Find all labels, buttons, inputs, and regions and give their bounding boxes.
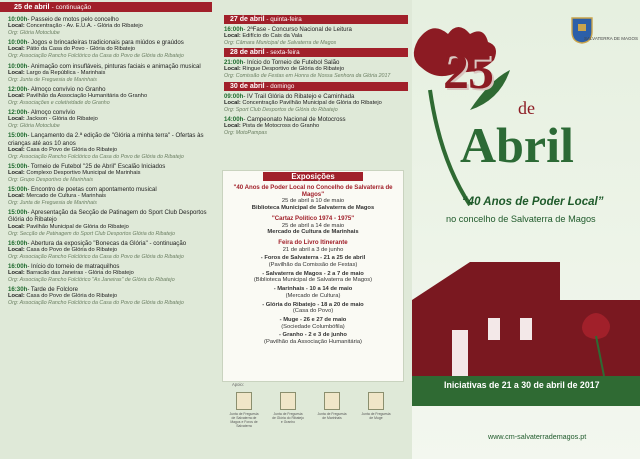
event-location-label: Local: [224, 66, 241, 73]
event-organizer: Org: Associação Rancho Folclórico "As Janeiras" de Glória do Ribatejo [8, 277, 175, 284]
day-header-date: 28 de abril [230, 49, 265, 57]
sponsors-label: Apoio: [232, 382, 244, 387]
fair-stop-venue: (Mercado de Cultura) [285, 292, 341, 299]
event-location-value: Casa do Povo de Glória do Ribatejo [26, 146, 118, 153]
day-header-date: 25 de abril [14, 2, 50, 11]
event-location-value: Ringue Desportivo de Glória do Ribatejo [242, 66, 345, 73]
sponsor-caption: Junta de Freguesia de Marinhais [317, 412, 347, 420]
event-time: 15:00h [8, 162, 28, 170]
event-location-label: Local: [224, 33, 241, 40]
fair-stop-venue: (Casa do Povo) [292, 308, 334, 315]
fair-stop-venue: (Pavilhão da Associação Humanitária) [264, 339, 362, 346]
event-location-label: Local: [8, 146, 25, 153]
event-title: - Apresentação da Secção de Patinagem do Sport Club Desportos Glória do Ribatejo [8, 209, 207, 224]
event-time: 10:00h [8, 16, 28, 23]
event-location-value: Jackson - Glória do Ribatejo [26, 116, 98, 123]
event-title: - Lançamento da 2.ª edição de "Glória a minha terra" - Ofertas às crianças até aos 10 anos [8, 132, 204, 147]
exhibition-place: Mercado de Cultura de Marinhais [267, 229, 359, 236]
event-organizer: Org: Associação Rancho Folclórico da Casa do Povo de Glória do Ribatejo [8, 253, 184, 260]
day-header-date: 30 de abril [230, 82, 265, 90]
exhibition-dates: 25 de abril a 14 de maio [281, 222, 345, 229]
event-organizer: Org: Associação Rancho Folclórico da Casa do Povo de Glória do Ribatejo [8, 153, 184, 160]
day-header-date: 27 de abril [230, 16, 265, 23]
event-organizer: Org: Associações e coletividade do Granho [8, 100, 110, 107]
event-time: 10:00h [8, 62, 28, 70]
cover-number: 25 [443, 43, 493, 100]
event-organizer: Org: Associação Rancho Folclórico da Casa do Povo de Glória do Ribatejo [8, 300, 184, 307]
event-location-label: Local: [8, 223, 25, 230]
fair-stop-line: - Muge - 26 e 27 de maio [279, 316, 347, 323]
event-time: 09:00h [224, 92, 244, 100]
sponsor-caption: Junta de Freguesia de Glória do Ribatejo e Granho [272, 412, 304, 424]
cover-month: Abril [460, 117, 574, 173]
fair-stop-line: - Foros de Salvaterra - 21 a 25 de abril [260, 255, 366, 262]
exhibition-name: Feira do Livro Itinerante [278, 238, 348, 246]
event-time: 15:00h [8, 209, 28, 217]
event-location-label: Local: [8, 23, 25, 30]
dates-banner-text: Iniciativas de 21 a 30 de abril de 2017 [444, 380, 600, 390]
cover-subtitle: no concelho de Salvaterra de Magos [446, 214, 596, 224]
fair-stop-venue: (Biblioteca Municipal de Salvaterra de Magos) [253, 277, 373, 284]
event-title: - 2ªFase - Concurso Nacional de Leitura [243, 26, 352, 33]
event-organizer: Org: Câmara Municipal de Salvaterra de Magos [224, 40, 337, 47]
fair-stop-line: - Marinhais - 10 a 14 de maio [273, 286, 353, 293]
event-title: - Abertura da exposição "Bonecas da Glória" - continuação [27, 239, 187, 247]
event-title: - Animação com insufláveis, pinturas faciais e animação musical [27, 62, 201, 70]
exhibitions-title: Exposições [263, 172, 363, 181]
event-location-value: Casa do Povo de Glória do Ribatejo [26, 293, 118, 300]
exhibition-dates: 25 de abril a 10 de maio [281, 198, 345, 205]
event-title: - Torneio de Futebol "25 de Abril" Escalão Iniciados [27, 162, 166, 170]
event-time: 15:00h [8, 132, 28, 140]
event-title: - Encontro de poetas com apontamento musical [27, 186, 157, 194]
fair-stop-venue: (Sociedade Columbófila) [281, 323, 345, 330]
sponsor-caption: Junta de Freguesia de Muge [361, 412, 391, 420]
event-location-label: Local: [224, 99, 241, 106]
day-header-weekday: domingo [270, 82, 295, 90]
event-organizer: Org: Sport Club Desportos de Glória do Ribatejo [224, 106, 338, 113]
fair-stop-line: - Salvaterra de Magos - 2 a 7 de maio [262, 270, 364, 277]
event-location-value: Complexo Desportivo Municipal de Marinhais [26, 169, 141, 176]
event-organizer: Org: Grupo Desportivo de Marinhais [8, 176, 94, 183]
event-location-label: Local: [224, 122, 241, 129]
event-location-value: Concentração Pavilhão Municipal de Glória do Ribatejo [242, 99, 382, 106]
event-location-label: Local: [8, 169, 25, 176]
event-title: - Almoço convívio no Granho [27, 85, 106, 93]
fair-stop-line: - Granho - 2 e 3 de junho [279, 332, 347, 339]
event-title: - Início do torneio de matraquilhos [27, 263, 120, 270]
exhibition-name: "Cartaz Político 1974 - 1975" [271, 214, 355, 222]
event-title: - Início do Torneio de Futebol Salão [243, 59, 340, 67]
event-title: - Passeio de motos pelo concelho [27, 16, 119, 23]
event-location-label: Local: [8, 270, 25, 277]
event-organizer: Org: Associação Rancho Folclórico da Casa do Povo de Glória do Ribatejo [8, 53, 184, 60]
event-time: 12:00h [8, 85, 28, 93]
event-organizer: Org: Junta de Freguesia de Marinhais [8, 76, 97, 83]
event-location-value: Pista de Motocross do Granho [242, 122, 320, 129]
event-location-label: Local: [8, 293, 25, 300]
event-location-label: Local: [8, 46, 25, 53]
event-time: 14:00h [224, 115, 244, 123]
fair-stop-venue: (Pavilhão da Comissão de Festas) [268, 262, 358, 269]
event-time: 16:00h [224, 26, 244, 33]
event-time: 16:00h [8, 239, 28, 247]
event-location-value: Pavilhão Municipal de Glória do Ribatejo [26, 223, 129, 230]
cover-de: de [518, 98, 535, 118]
event-location-value: Largo da República - Marinhais [26, 69, 106, 76]
day-header-weekday: sexta-feira [270, 49, 300, 57]
event-location-value: Casa do Povo de Glória do Ribatejo [26, 246, 118, 253]
day-header-sub: - quinta-feira [264, 16, 302, 23]
event-location-value: Mercado de Cultura - Marinhais [26, 193, 107, 200]
event-title: - Almoço convívio [27, 109, 76, 117]
event-location-label: Local: [8, 116, 25, 123]
event-time: 10:00h [8, 39, 28, 47]
event-location-label: Local: [8, 92, 25, 99]
exhibition-name: "40 Anos de Poder Local no Concelho de Salvaterra de Magos" [233, 184, 393, 198]
event-organizer: Org: Glória Motoclube [8, 123, 60, 130]
event-title: - Tarde de Folclore [27, 286, 79, 294]
house-window [488, 318, 500, 340]
event-organizer: Org: Secção de Patinagem do Sport Club Desportos Glória do Ribatejo [8, 230, 175, 237]
event-time: 16:30h [8, 286, 28, 294]
day-header-weekday: quinta-feira [270, 16, 302, 23]
house-door [452, 330, 468, 376]
event-title: - IV Trail Glória do Ribatejo e Caminhada [243, 92, 355, 100]
exhibition-place: Biblioteca Municipal de Salvaterra de Magos [251, 205, 375, 212]
event-time: 12:00h [8, 109, 28, 117]
event-time: 16:00h [8, 263, 28, 270]
event-location-value: Pavilhão da Associação Humanitária do Granho [26, 92, 148, 99]
house-window [520, 318, 532, 340]
event-time: 21:00h [224, 59, 244, 67]
event-location-label: Local: [8, 193, 25, 200]
event-organizer: Org: Comissão de Festas em Honra de Nossa Senhora da Glória 2017 [224, 73, 391, 80]
day-header-25-abril: 25 de abril - continuação [0, 2, 212, 12]
website-link[interactable]: www.cm-salvaterrademagos.pt [488, 432, 587, 441]
day-header-sub: - domingo [264, 82, 295, 90]
event-organizer: Org: Glória Motoclube [8, 30, 60, 37]
day-header-sub: continuação [55, 4, 92, 11]
event-location-value: Barracão das Janeiras - Glória do Ribatejo [26, 270, 134, 277]
event-location-value: Pátio da Casa do Povo - Glória do Ribatejo [26, 46, 136, 53]
event-location-value: Concentração - Av. E.U.A. - Glória do Ribatejo [26, 23, 143, 30]
exhibition-dates: 21 de abril a 3 de junho [282, 246, 344, 253]
event-title: - Campeonato Nacional de Motocross [243, 115, 346, 123]
event-location-label: Local: [8, 246, 25, 253]
cover-slogan: “40 Anos de Poder Local” [462, 196, 604, 208]
event-organizer: Org: MotoPampas [224, 130, 267, 137]
sponsor-caption: Junta de Freguesia de Salvaterra de Magos e Foros de Salvaterra [229, 412, 259, 428]
fair-stop-line: - Glória do Ribatejo - 18 a 20 de maio [262, 301, 364, 308]
crest-caption: SALVATERRA DE MAGOS [584, 36, 639, 41]
event-location-label: Local: [8, 69, 25, 76]
event-organizer: Org: Junta de Freguesia de Marinhais [8, 200, 97, 207]
event-location-value: Edifício do Cais da Vala [242, 33, 303, 40]
event-title: - Jogos e brincadeiras tradicionais para miúdos e graúdos [27, 39, 184, 47]
event-time: 15:00h [8, 186, 28, 194]
day-header-sub: - sexta-feira [264, 49, 300, 57]
